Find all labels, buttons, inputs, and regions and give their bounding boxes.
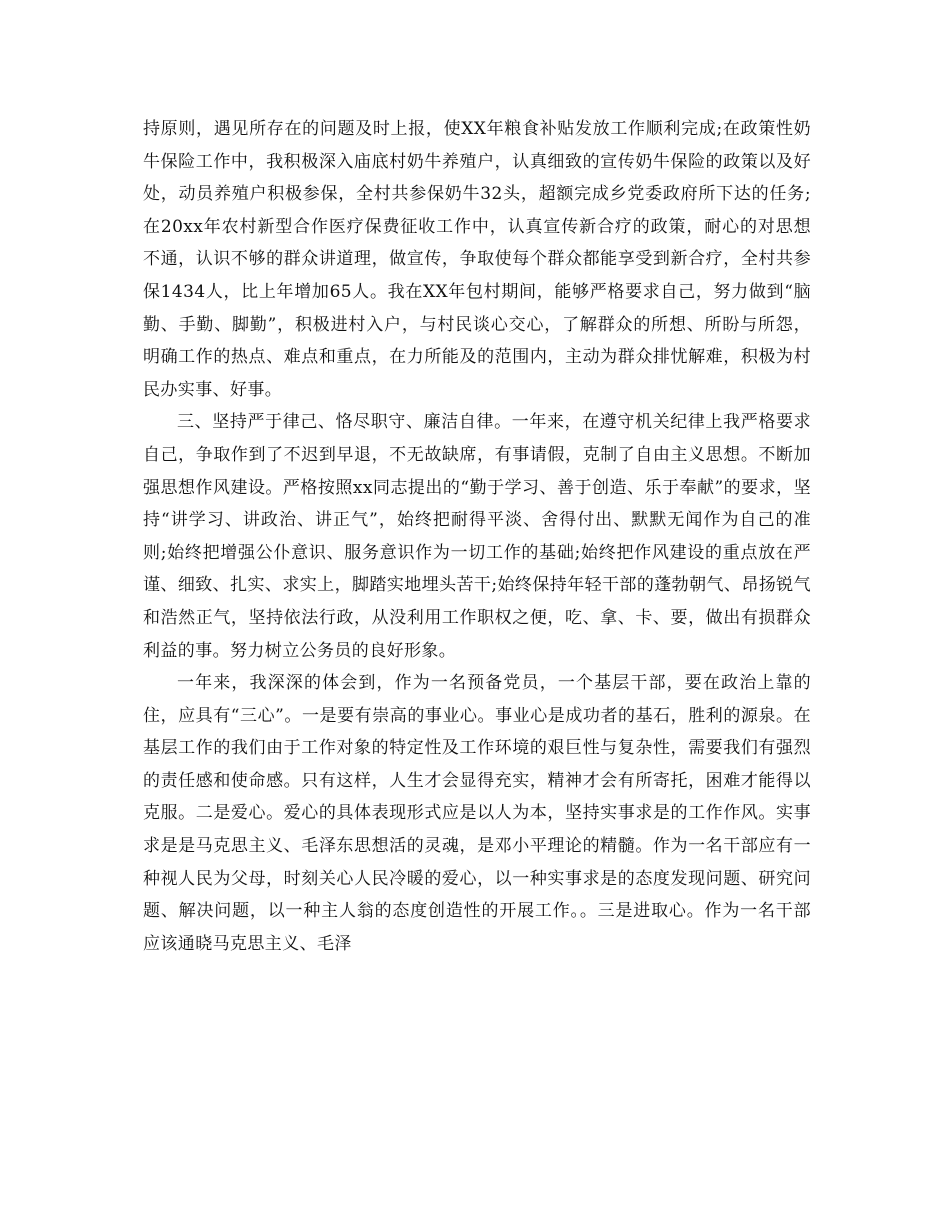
document-body <box>143 113 811 960</box>
paragraph-1: 持原则，遇见所存在的问题及时上报，使XX年粮食补贴发放工作顺利完成;在政策性奶牛保险工作中，我积极深入庙底村奶牛养殖户，认真细致的宣传奶牛保险的政策以及好处，动员养殖户积极参保，全村共参保奶牛32头，超额完成乡党委政府所下达的任务;在20xx年农村新型合作医疗保费征收工作中，认真宣传新合疗的政策，耐心的对思想不通，认识不够的群众讲道理，做宣传，争取使每个群众都能享受到新合疗，全村共参保1434人，比上年增加65人。我在XX年包村期间，能够严格要求自己，努力做到“脑勤、手勤、脚勤”，积极进村入户，与村民谈心交心，了解群众的所想、所盼与所怨，明确工作的热点、难点和重点，在力所能及的范围内，主动为群众排忧解难，积极为村民办实事、好事。 <box>143 119 811 400</box>
paragraph-3: 一年来，我深深的体会到，作为一名预备党员，一个基层干部，要在政治上靠的住，应具有“三心”。一是要有崇高的事业心。事业心是成功者的基石，胜利的源泉。在基层工作的我们由于工作对象的特定性及工作环境的艰巨性与复杂性，需要我们有强烈的责任感和使命感。只有这样，人生才会显得充实，精神才会有所寄托，困难才能得以克服。二是爱心。爱心的具体表现形式应是以人为本，坚持实事求是的工作作风。实事求是是马克思主义、毛泽东思想活的灵魂，是邓小平理论的精髓。作为一名干部应有一种视人民为父母，时刻关心人民冷暖的爱心，以一种实事求是的态度发现问题、研究问题、解决问题，以一种主人翁的态度创造性的开展工作。。三是进取心。作为一名干部应该通晓马克思主义、毛泽 <box>143 673 811 954</box>
paragraph-2: 三、坚持严于律己、恪尽职守、廉洁自律。一年来，在遵守机关纪律上我严格要求自己，争取作到了不迟到早退，不无故缺席，有事请假，克制了自由主义思想。不断加强思想作风建设。严格按照xx同志提出的“勤于学习、善于创造、乐于奉献”的要求，坚持“讲学习、讲政治、讲正气”，始终把耐得平淡、舍得付出、默默无闻作为自己的准则;始终把增强公仆意识、服务意识作为一切工作的基础;始终把作风建设的重点放在严谨、细致、扎实、求实上，脚踏实地埋头苦干;始终保持年轻干部的蓬勃朝气、昂扬锐气和浩然正气，坚持依法行政，从没利用工作职权之便，吃、拿、卡、要，做出有损群众利益的事。努力树立公务员的良好形象。 <box>143 412 811 661</box>
